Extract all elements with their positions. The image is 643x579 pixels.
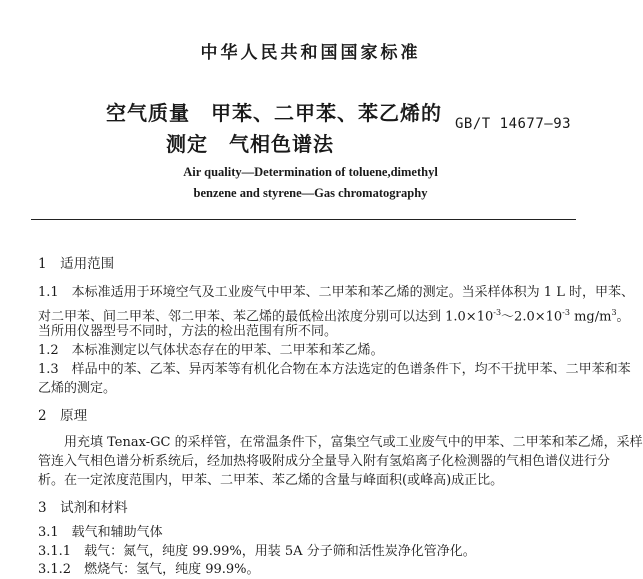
- clause-1-2: 1.2 本标准测定以气体状态存在的甲苯、二甲苯和苯乙烯。: [38, 343, 384, 358]
- title-line-1: 空气质量 甲苯、二甲苯、苯乙烯的: [106, 101, 442, 125]
- title-divider: [31, 219, 576, 220]
- clause-3-1: 3.1 载气和辅助气体: [38, 525, 163, 540]
- principle-line-1: 用充填 Tenax-GC 的采样管，在常温条件下，富集空气或工业废气中的甲苯、二甲苯和苯乙烯，采样: [64, 435, 643, 450]
- clause-3-1-2: 3.1.2 燃烧气：氢气，纯度 99.9%。: [38, 562, 260, 577]
- principle-line-3: 析。在一定浓度范围内，甲苯、二甲苯、苯乙烯的含量与峰面积(或峰高)成正比。: [38, 473, 504, 488]
- title-line-2: 测定 气相色谱法: [166, 132, 334, 156]
- english-title-line-2: benzene and styrene—Gas chromatography: [193, 186, 428, 200]
- clause-1-1-line-3: 当所用仪器型号不同时，方法的检出范围有所不同。: [38, 324, 338, 339]
- english-title-line-1: Air quality—Determination of toluene,dimethyl: [183, 165, 438, 179]
- section-1-heading: 1 适用范围: [38, 256, 115, 272]
- clause-1-3-line-1: 1.3 样品中的苯、乙苯、异丙苯等有机化合物在本方法选定的色谱条件下，均不干扰甲苯、二甲苯和苯: [38, 362, 631, 377]
- standard-header: 中华人民共和国国家标准: [200, 43, 421, 63]
- clause-1-1-line-1: 1.1 本标准适用于环境空气及工业废气中甲苯、二甲苯和苯乙烯的测定。当采样体积为 1 L 时，甲苯、: [38, 285, 634, 300]
- clause-3-1-1: 3.1.1 载气：氮气，纯度 99.99%，用装 5A 分子筛和活性炭净化管净化。: [38, 544, 476, 559]
- clause-1-1-line-2: 对二甲苯、间二甲苯、邻二甲苯、苯乙烯的最低检出浓度分别可以达到 $1.0\times 10^{-3}\sim 2.0\times 10^{-3}$ $mg/m^3$。: [38, 308, 630, 325]
- section-2-heading: 2 原理: [38, 408, 88, 424]
- clause-1-3-line-2: 乙烯的测定。: [38, 381, 117, 396]
- principle-line-2: 管连入气相色谱分析系统后，经加热将吸附成分全量导入附有氢焰离子化检测器的气相色谱仪进行分: [38, 454, 611, 469]
- section-3-heading: 3 试剂和材料: [38, 500, 128, 516]
- standard-code: GB/T 14677—93: [455, 116, 572, 132]
